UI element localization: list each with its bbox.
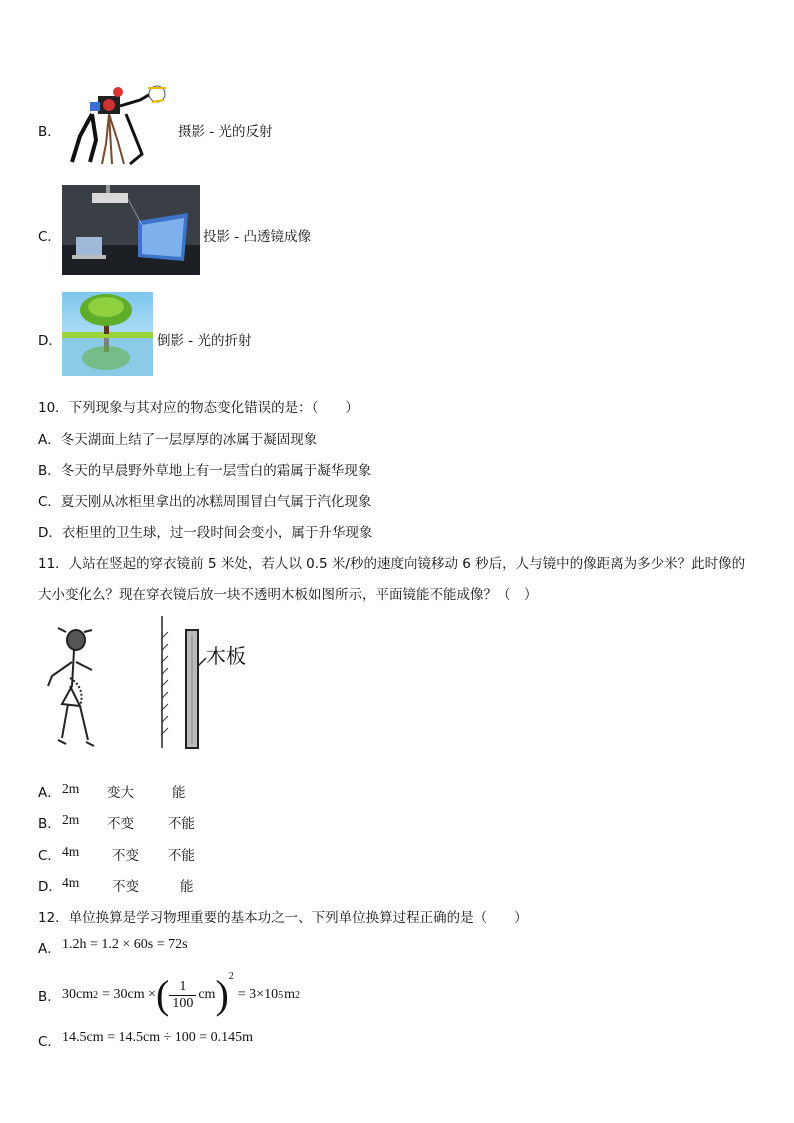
expr-lhs: 30cm — [62, 987, 94, 1002]
option-size: 不变 — [107, 816, 134, 832]
option-expression: 14.5cm = 14.5cm ÷ 100 = 0.145m — [62, 1030, 254, 1045]
option-size: 不变 — [112, 879, 139, 895]
option-image: 能 — [172, 785, 186, 801]
question-stem-line-1: 11．人站在竖起的穿衣镜前 5 米处，若人以 0.5 米/秒的速度向镜移动 6 秒后，人与镜中的像距离为多少米？此时像的 — [38, 556, 746, 572]
option-expression: 1.2h = 1.2 × 60s = 72s — [62, 937, 188, 952]
board-label: 木板 — [206, 646, 246, 668]
option-image: 不能 — [168, 848, 195, 864]
option-image: 能 — [180, 879, 194, 895]
option-letter: C． — [38, 1034, 61, 1050]
expr-lhs-exp: 2 — [93, 989, 99, 1001]
mirror-board-svg — [40, 614, 260, 754]
option-distance: 4m — [62, 875, 80, 890]
option-distance: 4m — [62, 844, 80, 859]
question-stem: 12．单位换算是学习物理重要的基本功之一、下列单位换算过程正确的是（ ） — [38, 910, 528, 926]
option-text: 摄影 - 光的反射 — [178, 124, 273, 140]
option-distance: 2m — [62, 812, 80, 827]
fraction — [169, 979, 196, 1012]
option-letter: B． — [38, 989, 61, 1005]
option-distance: 2m — [62, 781, 80, 796]
option-letter: A． — [38, 785, 61, 801]
expr-rhs: = 3×10 — [237, 987, 279, 1002]
mirror-board-figure — [40, 614, 260, 754]
expr-rhs-unit-exp: 2 — [294, 989, 300, 1001]
option-c: C．夏天刚从冰柜里拿出的冰糕周围冒白气属于汽化现象 — [38, 494, 372, 510]
option-b: B．冬天的早晨野外草地上有一层雪白的霜属于凝华现象 — [38, 463, 372, 479]
expr-rhs-unit: m — [284, 987, 295, 1002]
expr-mid: = 30cm × — [102, 987, 157, 1002]
option-letter: B． — [38, 816, 61, 832]
person-figure — [48, 628, 94, 746]
option-letter: C． — [38, 848, 61, 864]
expr-rhs-exp: 5 — [278, 989, 284, 1001]
option-text: 倒影 - 光的折射 — [157, 333, 252, 349]
tree-reflection-image — [62, 292, 153, 376]
option-text: 投影 - 凸透镜成像 — [203, 229, 311, 245]
option-size: 变大 — [107, 785, 134, 801]
fraction-numerator: 1 — [169, 979, 196, 996]
projector-classroom-image — [62, 185, 200, 275]
left-paren: ( — [156, 972, 170, 1017]
question-stem-line-2: 大小变化么？现在穿衣镜后放一块不透明木板如图所示，平面镜能不能成像？（ ） — [38, 587, 538, 603]
photographer-image — [62, 84, 178, 168]
question-stem: 10．下列现象与其对应的物态变化错误的是：（ ） — [38, 400, 359, 416]
expr-unit: cm — [198, 987, 216, 1002]
option-letter: C． — [38, 229, 61, 245]
option-letter: A． — [38, 941, 61, 957]
option-letter: D． — [38, 333, 62, 349]
option-image: 不能 — [168, 816, 195, 832]
paren-exp: 2 — [228, 971, 234, 982]
option-letter: B． — [38, 124, 61, 140]
option-d: D．衣柜里的卫生球，过一段时间会变小，属于升华现象 — [38, 525, 373, 541]
option-size: 不变 — [112, 848, 139, 864]
option-expression — [62, 965, 300, 1025]
option-letter: D． — [38, 879, 62, 895]
right-paren: ) — [215, 972, 229, 1017]
option-a: A．冬天湖面上结了一层厚厚的冰属于凝固现象 — [38, 432, 318, 448]
mirror-hatch — [162, 632, 168, 734]
fraction-denominator: 100 — [172, 995, 194, 1011]
